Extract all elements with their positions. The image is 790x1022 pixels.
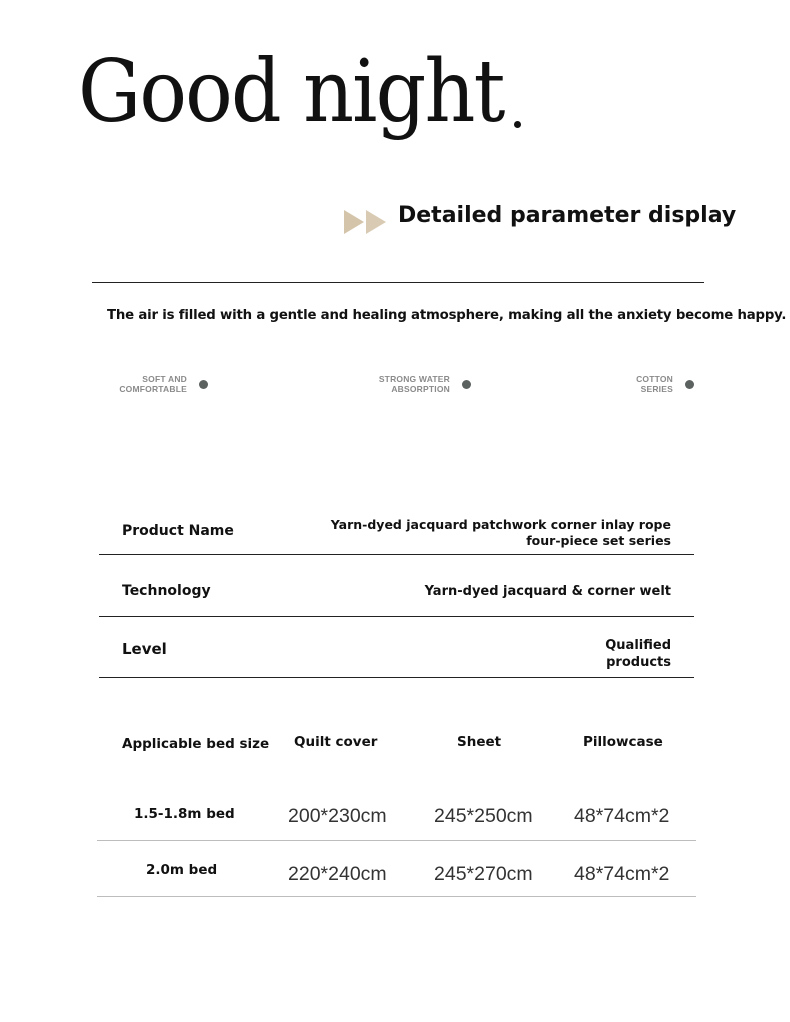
feature-soft-comfortable	[100, 374, 208, 394]
quilt-cover-cell: 220*240cm	[288, 863, 387, 885]
param-row-level	[99, 617, 694, 678]
column-header-sheet: Sheet	[457, 734, 502, 750]
bullet-dot-icon	[199, 380, 208, 389]
double-arrow-icon	[344, 208, 390, 236]
sheet-cell: 245*270cm	[434, 863, 533, 885]
column-header-bed-size: Applicable bed size	[122, 736, 270, 752]
row-divider	[99, 677, 694, 678]
row-divider	[97, 896, 696, 897]
param-key: Product Name	[122, 523, 234, 539]
param-row-technology	[99, 555, 694, 617]
page-title: Good night	[78, 42, 504, 142]
bed-size-cell: 1.5-1.8m bed	[134, 806, 235, 822]
param-value: Yarn-dyed jacquard patchwork corner inlay rope four-piece set series	[330, 517, 671, 548]
heading-divider	[92, 282, 704, 283]
bullet-dot-icon	[685, 380, 694, 389]
feature-label: STRONG WATER ABSORPTION	[378, 374, 450, 394]
table-row	[97, 841, 696, 897]
feature-label: COTTON SERIES	[636, 374, 673, 394]
section-heading: Detailed parameter display	[398, 203, 737, 228]
bullet-dot-icon	[462, 380, 471, 389]
param-value: Qualified products	[605, 638, 671, 670]
sheet-cell: 245*250cm	[434, 805, 533, 827]
feature-cotton-series	[620, 374, 694, 394]
feature-water-absorption	[360, 374, 471, 394]
title-period-dot	[514, 121, 521, 128]
column-header-pillowcase: Pillowcase	[583, 734, 663, 750]
param-key: Technology	[122, 583, 211, 599]
feature-label: SOFT AND COMFORTABLE	[119, 374, 187, 394]
pillowcase-cell: 48*74cm*2	[574, 805, 670, 827]
tagline: The air is filled with a gentle and healing atmosphere, making all the anxiety become happy.	[107, 308, 787, 323]
param-row-product-name	[99, 512, 694, 555]
param-key: Level	[122, 640, 167, 658]
param-value: Yarn-dyed jacquard & corner welt	[424, 584, 671, 599]
quilt-cover-cell: 200*230cm	[288, 805, 387, 827]
bed-size-cell: 2.0m bed	[146, 862, 218, 878]
pillowcase-cell: 48*74cm*2	[574, 863, 670, 885]
table-row	[97, 790, 696, 841]
column-header-quilt-cover: Quilt cover	[294, 734, 378, 750]
